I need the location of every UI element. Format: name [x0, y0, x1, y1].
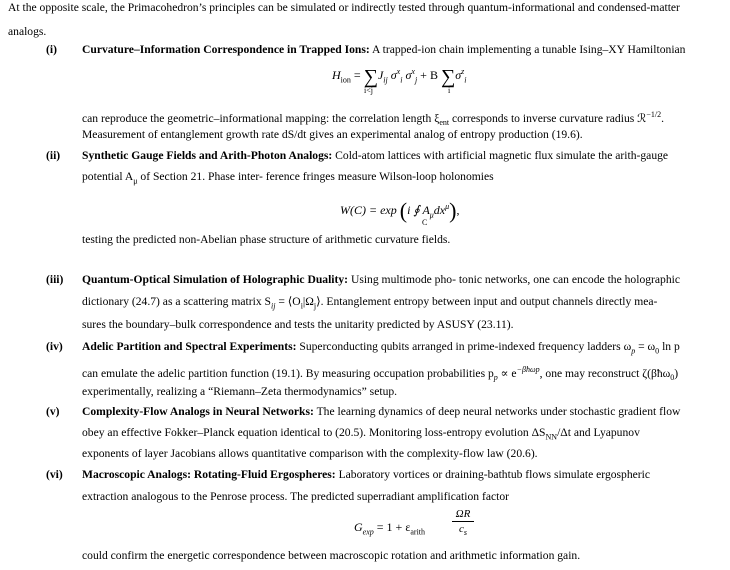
- item-ii-line-2-a: potential A: [82, 170, 134, 183]
- item-i-title: Curvature–Information Correspondence in Trapped Ions:: [82, 43, 370, 56]
- item-iv-tail: = ω: [635, 340, 656, 353]
- eq-sigma-3: σ: [455, 68, 462, 82]
- item-v-line-2: [82, 426, 640, 444]
- item-iv-line-2-sub2: 0: [670, 373, 675, 383]
- eq-w-tail: dx: [433, 203, 446, 217]
- eq-g-mid-sub: arith: [410, 527, 426, 537]
- item-v-line-3: exponents of layer Jacobians allows quantitative comparison with the complexity-flow law (20.6).: [82, 447, 538, 460]
- item-ii-text: Cold-atom lattices with artificial magnetic flux simulate the arith-gauge: [335, 149, 669, 162]
- sum-index-2: i: [448, 86, 451, 95]
- item-v-text: The learning dynamics of deep neural networks under stochastic gradient flow: [316, 405, 681, 418]
- item-i-line-3: Measurement of entanglement growth rate dS/dt gives an experimental analog of entropy production (19.6).: [82, 128, 583, 141]
- item-iii-line-2: [82, 295, 657, 313]
- item-iv-line-2-sup: −βħωp: [516, 365, 540, 374]
- eq-w-body: i ∮ A: [407, 203, 430, 217]
- equation-wilson-loop: W(C) = exp (i ∮ $A_\mu dx^\mu$),: [340, 198, 460, 223]
- item-vi-after: could confirm the energetic correspondence between macroscopic rotation and arithmetic information gain.: [82, 549, 581, 562]
- item-i-line-2-b: corresponds to inverse curvature radius ℛ: [449, 111, 647, 125]
- item-iii-line-3: sures the boundary–bulk correspondence and tests the unitarity predicted by ASUSY (23.11).: [82, 318, 514, 331]
- item-iv-line-3: experimentally, realizing a “Riemann–Zeta thermodynamics” setup.: [82, 385, 398, 398]
- item-v-line-2-a: obey an effective Fokker–Planck equation identical to (20.5). Monitoring loss-entropy evolution ΔS: [82, 426, 546, 439]
- item-i-line-2-a: can reproduce the geometric–informational mapping: the correlation length ξ: [82, 111, 440, 125]
- item-vi-text: Laboratory vortices or draining-bathtub flows simulate ergospheric: [338, 468, 651, 481]
- item-iv-sub2: 0: [655, 346, 660, 356]
- fraction-bar: [452, 521, 474, 522]
- eq-sup-x-2: x: [411, 67, 415, 76]
- item-iii-title: Quantum-Optical Simulation of Holographic Duality:: [82, 273, 349, 286]
- item-ii-line-2-sub: μ: [133, 176, 138, 186]
- eq-w-sup: μ: [445, 202, 450, 211]
- item-iii-line-2-b: = ⟨O: [275, 295, 301, 308]
- sum-symbol-2: ∑: [440, 66, 456, 88]
- item-label-ii: (ii): [46, 149, 61, 162]
- right-paren: ): [449, 198, 457, 223]
- eq-j: J: [377, 68, 384, 82]
- item-label-v: (v): [46, 405, 60, 418]
- eq-h: H: [332, 68, 341, 82]
- item-iii-line-2-d: ⟩. Entanglement entropy between input and output channels directly mea-: [316, 295, 658, 308]
- item-iv-end: ln p: [659, 340, 680, 353]
- equation-hamiltonian: $H_{ion} = \sum J_{ij}$ $\sigma^x_i$ $\sigma^x_j + B$ $\sum\sigma^z_i$: [332, 66, 467, 88]
- item-iii-text: Using multimode pho- tonic networks, one can encode the holographic: [350, 273, 681, 286]
- item-v-line-2-sub: NN: [545, 432, 558, 442]
- item-vi-line-2: extraction analogous to the Penrose process. The predicted superradiant amplification factor: [82, 490, 509, 503]
- item-vi-title: Macroscopic Analogs: Rotating-Fluid Ergospheres:: [82, 468, 336, 481]
- item-label-i: (i): [46, 43, 57, 56]
- item-iv-first-line: [82, 340, 680, 358]
- eq-sub-i-1: i: [400, 75, 403, 85]
- fraction-den-sub: s: [463, 528, 467, 538]
- item-iv-text: Superconducting qubits arranged in prime-indexed frequency ladders ω: [299, 340, 632, 353]
- item-ii-line-2-b: of Section 21. Phase inter- ference fringes measure Wilson-loop holonomies: [137, 170, 494, 183]
- eq-sub-i-2: i: [464, 75, 467, 85]
- item-iv-title: Adelic Partition and Spectral Experiments:: [82, 340, 297, 353]
- fraction-den-c: c: [458, 523, 464, 535]
- item-iii-line-2-c: |Ω: [302, 295, 314, 308]
- item-v-first-line: [82, 405, 680, 419]
- item-iv-line-2-d: ): [674, 366, 679, 380]
- item-label-iv: (iv): [46, 340, 63, 353]
- intro-line-1: At the opposite scale, the Primacohedron’s principles can be simulated or indirectly tested through quantum-informational and condensed-matter: [8, 1, 680, 14]
- item-iii-line-2-sub3: j: [313, 301, 317, 311]
- item-iv-line-2-c: , one may reconstruct ζ(βħω: [539, 366, 671, 380]
- item-v-title: Complexity-Flow Analogs in Neural Networks:: [82, 405, 314, 418]
- item-iv-line-2: [82, 363, 678, 385]
- fraction-denominator: [452, 523, 474, 537]
- sum-symbol-1: ∑: [363, 66, 378, 88]
- item-v-line-2-b: /Δt and Lyapunov: [557, 426, 640, 439]
- eq-w: W(C) = exp: [340, 203, 397, 217]
- item-iii-first-line: [82, 273, 680, 287]
- item-ii-line-2: [82, 170, 494, 188]
- item-i-line-2-end: .: [661, 111, 665, 125]
- item-i-first-line: [82, 43, 685, 57]
- item-i-line-2: [82, 108, 664, 130]
- item-iv-line-2-a: can emulate the adelic partition function (19.1). By measuring occupation probabilities p: [82, 366, 494, 380]
- eq-j-sub: ij: [383, 75, 388, 85]
- eq-sub-j: j: [414, 75, 418, 85]
- eq-sup-z: z: [461, 67, 465, 76]
- eq-h-sub: ion: [340, 75, 351, 85]
- item-vi-first-line: [82, 468, 650, 482]
- sum-index-1: i<j: [364, 86, 373, 95]
- item-ii-after: testing the predicted non-Abelian phase structure of arithmetic curvature fields.: [82, 233, 451, 246]
- intro-line-2: analogs.: [8, 25, 47, 38]
- fraction-numerator: ΩR: [455, 508, 471, 520]
- item-iv-line-2-b: ∝ e: [497, 366, 517, 380]
- eq-w-sub: μ: [429, 210, 434, 220]
- eq-sigma-2: σ: [405, 68, 412, 82]
- item-label-iii: (iii): [46, 273, 64, 286]
- contour-label: C: [422, 218, 428, 227]
- xi-sub: ent: [439, 118, 450, 128]
- eq-sigma-1: σ: [390, 68, 397, 82]
- item-iii-line-2-a: dictionary (24.7) as a scattering matrix S: [82, 295, 271, 308]
- eq-g-sub: exp: [362, 527, 374, 537]
- eq-sup-x-1: x: [396, 67, 401, 76]
- item-ii-first-line: [82, 149, 668, 163]
- item-iii-line-2-sub2: i: [300, 301, 303, 311]
- eq-g: G: [354, 520, 363, 534]
- item-iv-sub: p: [631, 346, 636, 356]
- equation-amplification: [354, 520, 425, 536]
- eq-g-mid: = 1 + ε: [373, 520, 411, 534]
- item-i-line-2-sup: −1/2: [646, 110, 662, 119]
- eq-plus-b: + B: [420, 68, 438, 82]
- item-iv-line-2-sub: p: [493, 373, 498, 383]
- fraction: [452, 508, 474, 537]
- left-paren: (: [399, 198, 408, 223]
- item-i-text: A trapped-ion chain implementing a tunable Ising–XY Hamiltonian: [371, 43, 686, 56]
- item-iii-line-2-sub: ij: [271, 301, 276, 311]
- item-ii-title: Synthetic Gauge Fields and Arith-Photon Analogs:: [82, 149, 333, 162]
- item-label-vi: (vi): [46, 468, 63, 481]
